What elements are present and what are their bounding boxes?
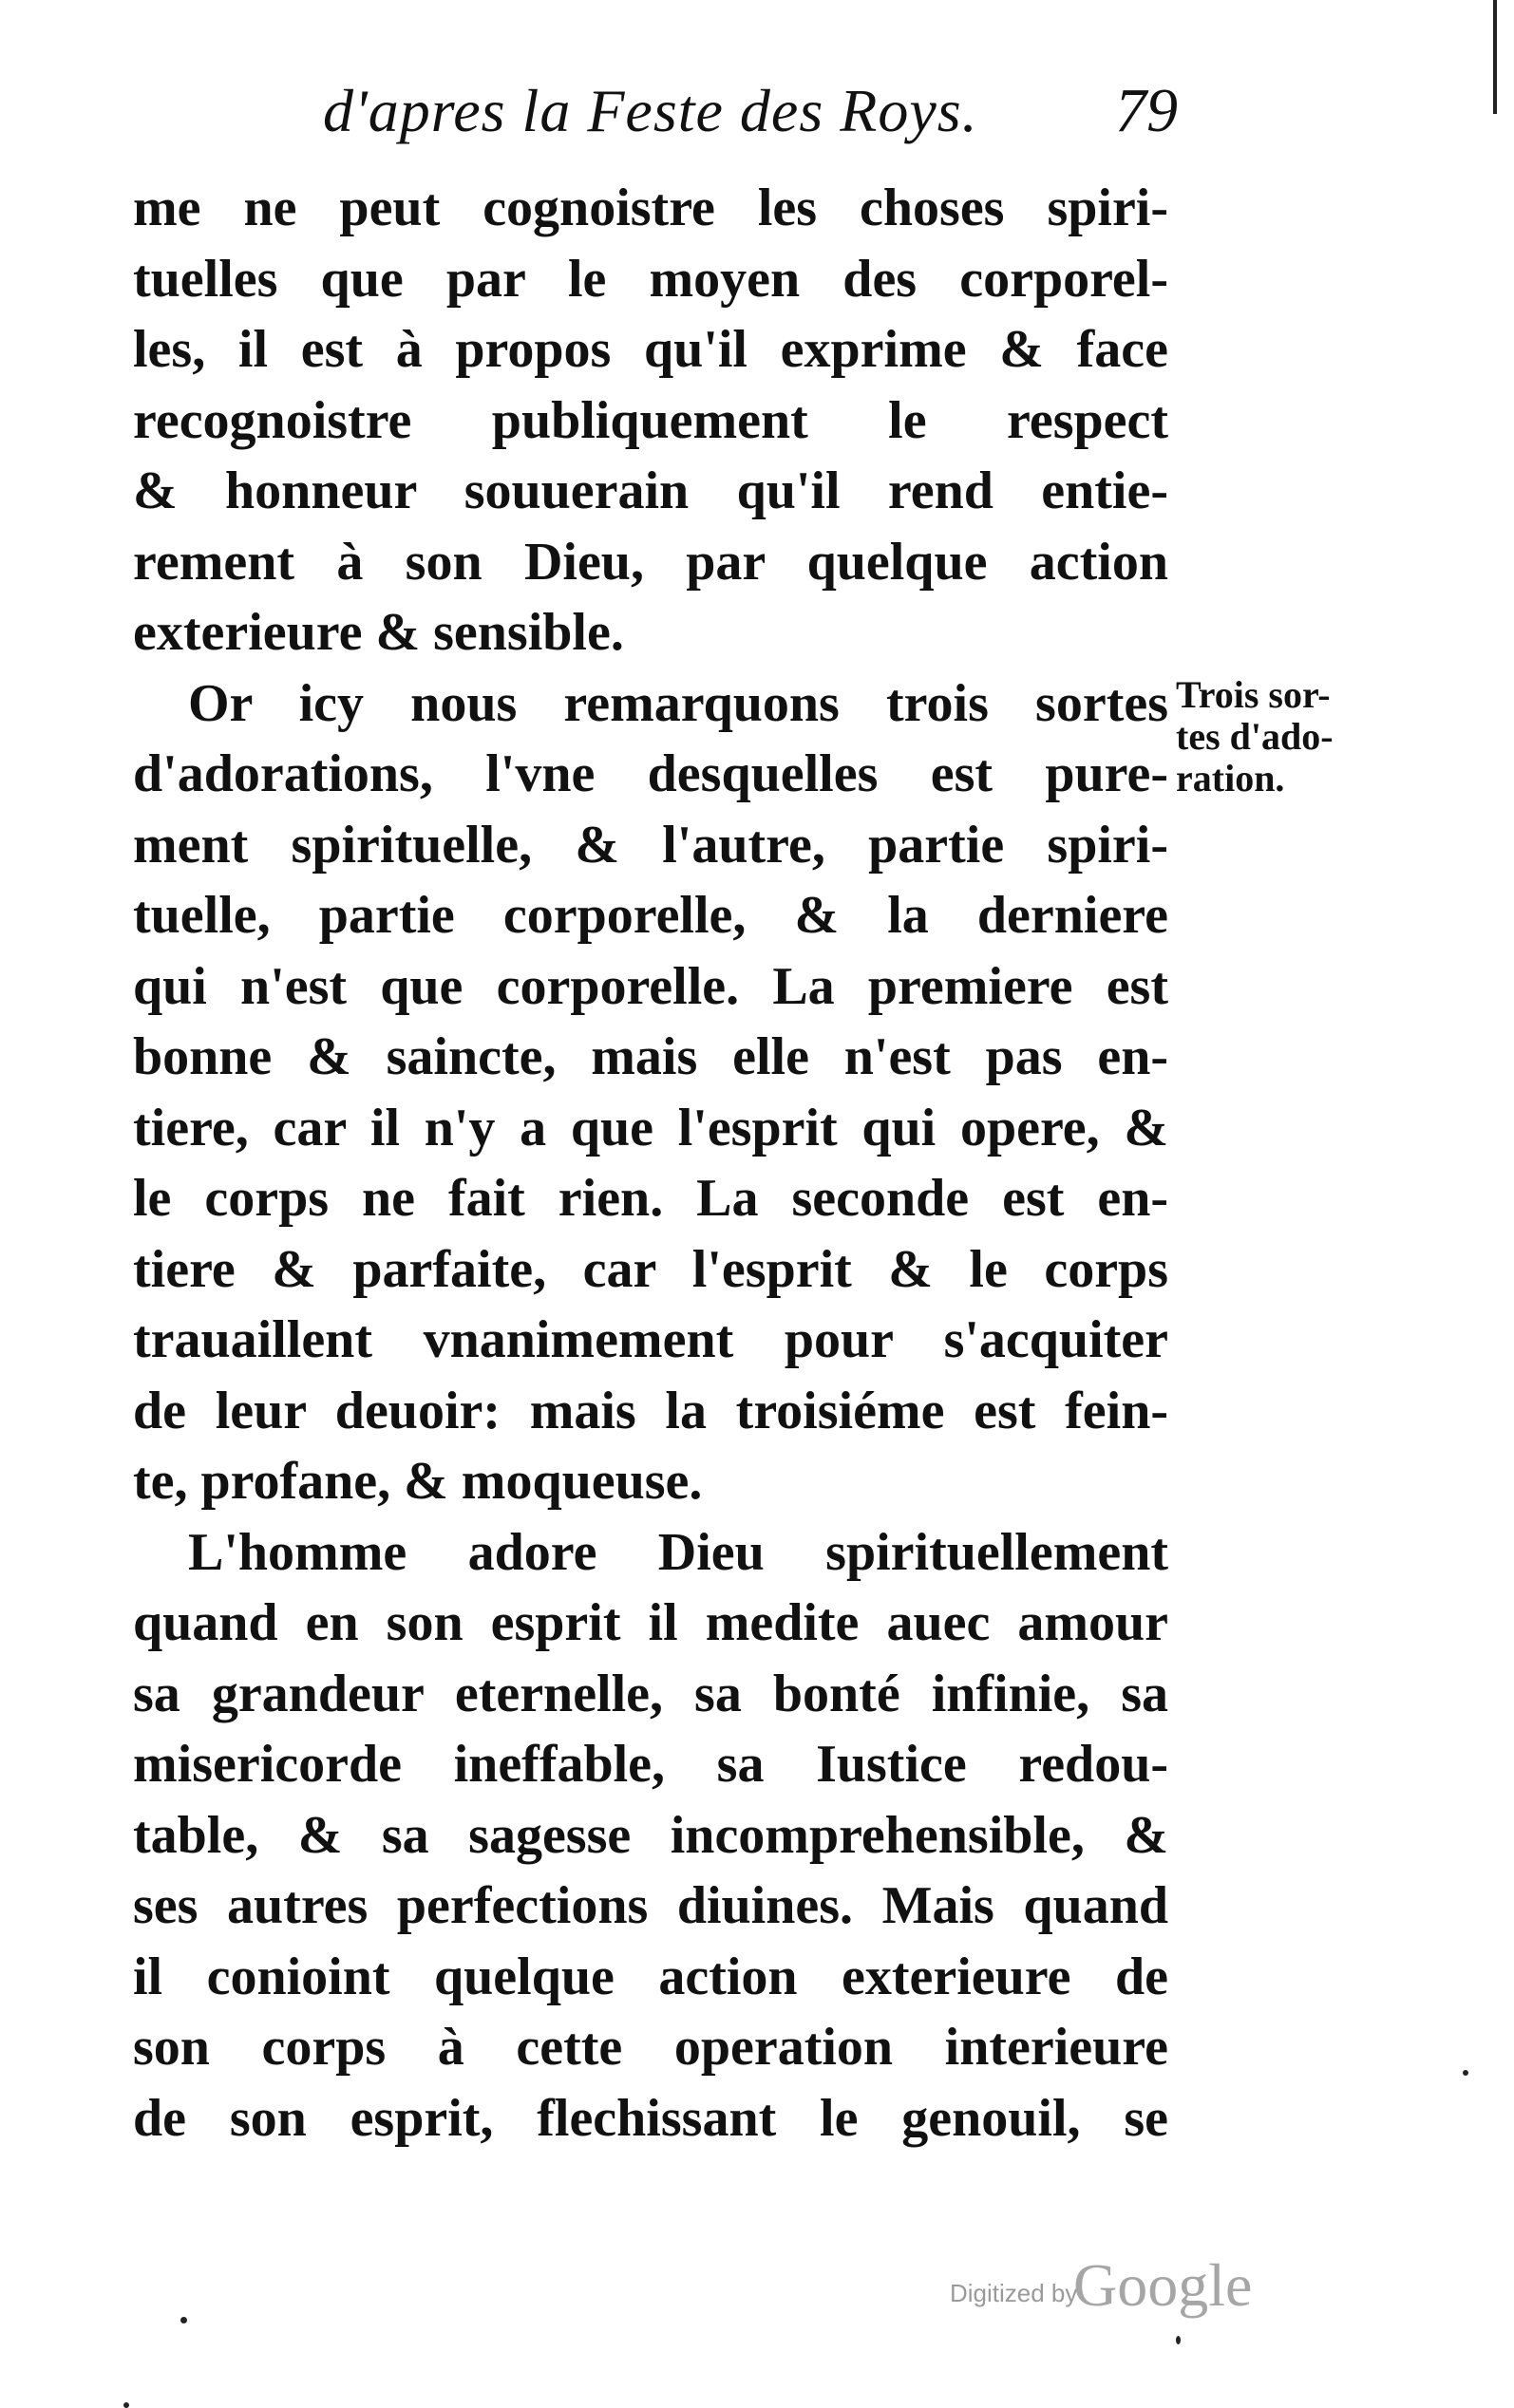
text-line: tiere, car il n'y a que l'esprit qui opere, & [133,1098,1168,1157]
ink-speck [123,2402,129,2408]
text-line: sa grandeur eternelle, sa bonté infinie, sa [133,1664,1168,1723]
page-number: 79 [1115,76,1178,145]
margin-note-line: ration. [1176,757,1285,800]
text-line: trauaillent vnanimement pour s'acquiter [133,1310,1168,1369]
running-head: d'apres la Feste des Roys. [323,77,978,144]
digitized-label: Digitized by [950,2279,1078,2307]
text-line: les, il est à propos qu'il exprime & face [133,320,1168,379]
page-edge-rule [1493,0,1497,114]
text-line: & honneur souuerain qu'il rend entie- [133,461,1168,520]
ink-speck [180,2317,187,2323]
text-line: L'homme adore Dieu spirituellement [188,1522,1168,1582]
text-line: misericorde ineffable, sa Iustice redou- [133,1735,1168,1794]
text-line: il conioint quelque action exterieure de [133,1947,1168,2006]
text-line: de leur deuoir: mais la troisiéme est fein- [133,1381,1168,1440]
body-text [133,173,1168,2154]
digitized-watermark [950,2250,1349,2326]
text-line: table, & sa sagesse incomprehensible, & [133,1805,1168,1865]
page-header [285,68,1197,154]
text-line: tuelle, partie corporelle, & la derniere [133,886,1168,945]
text-line: Or icy nous remarquons trois sortes [188,673,1168,733]
text-line: tuelles que par le moyen des corporel- [133,249,1168,309]
margin-note-line: Trois sor- [1176,673,1331,716]
text-line: d'adorations, l'vne desquelles est pure- [133,744,1168,803]
margin-note-line: tes d'ado- [1176,715,1334,758]
text-line: bonne & saincte, mais elle n'est pas en- [133,1027,1168,1086]
ink-speck [1176,2336,1181,2344]
text-line: recognoistre publiquement le respect [133,390,1168,450]
text-line: quand en son esprit il medite auec amour [133,1593,1168,1652]
text-line: de son esprit, flechissant le genouil, se [133,2088,1168,2148]
margin-note [1176,674,1385,800]
text-line: rement à son Dieu, par quelque action [133,532,1168,592]
ink-speck [1463,2070,1468,2076]
text-line: ment spirituelle, & l'autre, partie spiri- [133,815,1168,875]
text-line: te, profane, & moqueuse. [133,1452,703,1511]
text-line: le corps ne fait rien. La seconde est en- [133,1169,1168,1228]
google-logo: Google [1073,2251,1253,2319]
text-line: ses autres perfections diuines. Mais quand [133,1876,1168,1935]
text-line: son corps à cette operation interieure [133,2018,1168,2077]
text-line: exterieure & sensible. [133,603,624,662]
text-line: tiere & parfaite, car l'esprit & le corps [133,1239,1168,1299]
text-line: me ne peut cognoistre les choses spiri- [133,179,1168,237]
text-line: qui n'est que corporelle. La premiere est [133,956,1168,1016]
